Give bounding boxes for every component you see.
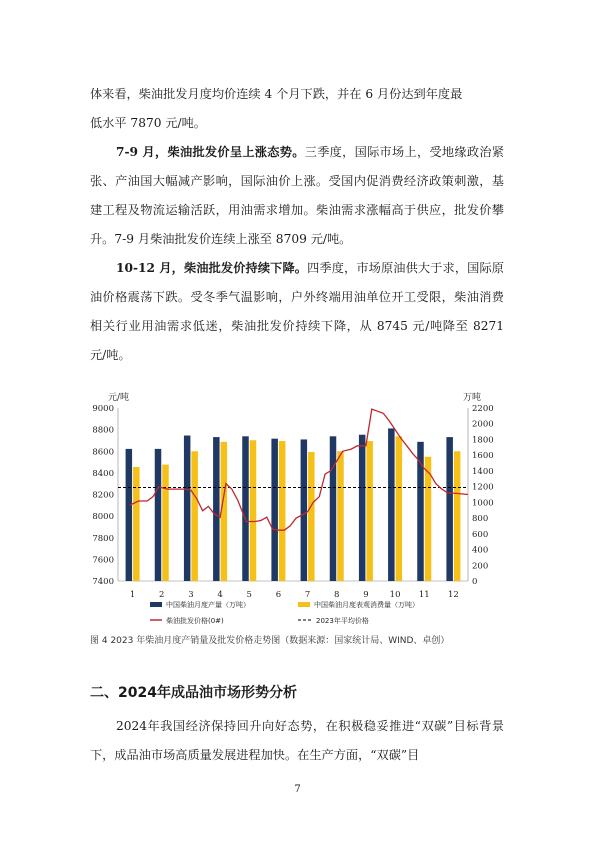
y-left-tick-label: 7400 [92, 577, 114, 587]
y-left-tick-label: 7800 [92, 533, 114, 544]
x-tick-label: 5 [246, 590, 252, 600]
x-tick-label: 6 [275, 590, 282, 600]
p4-line-2: 标背景下，成品油市场高质量发展进程加快。在生产方面，“双碳”目 [90, 719, 505, 762]
y-left-tick-label: 8400 [92, 468, 114, 479]
bar-production-6 [271, 439, 278, 581]
bar-consumption-3 [191, 451, 198, 581]
bar-consumption-4 [221, 442, 228, 581]
bar-consumption-7 [308, 452, 315, 581]
y-left-unit-label: 元/吨 [108, 393, 130, 403]
bar-production-11 [417, 442, 424, 581]
p4-line-1: 2024年我国经济保持回升向好态势，在积极稳妥推进“双碳”目 [116, 719, 467, 733]
legend-swatch-consumption [298, 602, 310, 607]
legend-price: 柴油批发价格(0#) [166, 617, 224, 625]
bar-consumption-8 [337, 451, 344, 581]
y-left-tick-label: 9000 [92, 404, 114, 414]
y-right-tick-label: 0 [472, 577, 478, 587]
bar-production-4 [213, 437, 220, 581]
legend-production: 中国柴油月度产量（万吨） [166, 601, 250, 609]
x-tick-label: 7 [304, 590, 311, 600]
bar-production-9 [359, 435, 366, 581]
bar-consumption-10 [396, 436, 403, 581]
bar-consumption-6 [279, 441, 286, 581]
bar-consumption-12 [454, 451, 461, 581]
x-tick-label: 4 [217, 590, 223, 600]
y-right-tick-label: 200 [472, 561, 489, 572]
bar-production-5 [242, 436, 249, 581]
x-tick-label: 11 [418, 590, 430, 600]
bar-consumption-2 [162, 465, 169, 581]
bar-consumption-11 [425, 457, 432, 581]
y-left-tick-label: 8200 [92, 490, 114, 501]
p2-body: 三季度，国际市场上，受地缘政治紧张、产油国大幅减产影响，国际油价上涨。受国内促消费经济政策刺激，基建工程及物流运输活跃，用油需求增加。柴油需求涨幅高于供应，批发价攀升。7-9 月柴油批发价连续上涨至 8709 元/吨。 [90, 145, 505, 246]
bar-production-10 [388, 428, 395, 581]
y-left-tick-label: 8000 [92, 512, 114, 523]
paragraph-1 [90, 80, 504, 138]
price-line [130, 409, 468, 530]
p3-body: 四季度，市场原油供大于求，国际原油价格震荡下跌。受冬季气温影响，户外终端用油单位开工受限，柴油消费相关行业用油需求低迷，柴油批发价持续下降，从 8745 元/吨降至 8271 元/吨。 [90, 261, 504, 362]
y-right-tick-label: 1400 [472, 466, 494, 477]
section-title: 二、2024年成品油市场形势分析 [90, 685, 297, 701]
y-right-tick-label: 1200 [472, 482, 494, 493]
bar-production-2 [155, 449, 162, 581]
y-left-tick-label: 8800 [92, 425, 114, 436]
bar-consumption-5 [250, 440, 257, 581]
legend-average: 2023年平均价格 [316, 617, 369, 625]
y-right-tick-label: 800 [472, 514, 489, 525]
x-tick-label: 12 [448, 590, 459, 600]
paragraph-2 [90, 138, 504, 254]
x-tick-label: 10 [389, 590, 401, 600]
y-right-unit-label: 万吨 [463, 393, 482, 403]
x-tick-label: 1 [129, 590, 136, 600]
x-tick-label: 9 [363, 590, 369, 600]
y-right-tick-label: 400 [472, 545, 489, 556]
bar-consumption-9 [366, 441, 373, 581]
x-tick-label: 3 [188, 590, 194, 600]
bar-production-12 [446, 437, 453, 581]
page-number: 7 [294, 784, 301, 795]
y-left-tick-label: 7600 [92, 555, 114, 566]
y-right-tick-label: 2200 [472, 404, 494, 414]
y-left-tick-label: 8600 [92, 447, 114, 458]
paragraph-4 [90, 712, 504, 770]
figure-caption: 图 4 2023 年柴油月度产销量及批发价格走势图（数据来源：国家统计局、WIND、卓创） [90, 636, 450, 646]
y-right-tick-label: 600 [472, 529, 489, 540]
y-right-tick-label: 1800 [472, 435, 494, 446]
bar-consumption-1 [133, 467, 140, 581]
x-tick-label: 8 [334, 590, 340, 600]
x-tick-label: 2 [159, 590, 165, 600]
p3-bold-heading: 10-12 月，柴油批发价持续下降。 [116, 261, 308, 275]
p1-line-2: 低水平 7870 元/吨。 [90, 116, 206, 130]
bar-production-8 [330, 436, 337, 581]
y-right-tick-label: 1600 [472, 451, 494, 462]
p2-bold-heading: 7-9 月，柴油批发价呈上涨态势。 [116, 145, 305, 159]
bar-production-3 [184, 436, 191, 581]
y-right-tick-label: 1000 [472, 498, 494, 509]
p1-line-1: 体来看，柴油批发月度均价连续 4 个月下跌，并在 6 月份达到年度最 [90, 87, 463, 101]
bar-production-1 [126, 449, 133, 581]
y-right-tick-label: 2000 [472, 419, 494, 430]
bar-production-7 [301, 439, 308, 581]
paragraph-3 [90, 254, 504, 370]
legend-consumption: 中国柴油月度表观消费量（万吨） [314, 601, 419, 609]
legend-swatch-production [150, 602, 162, 607]
